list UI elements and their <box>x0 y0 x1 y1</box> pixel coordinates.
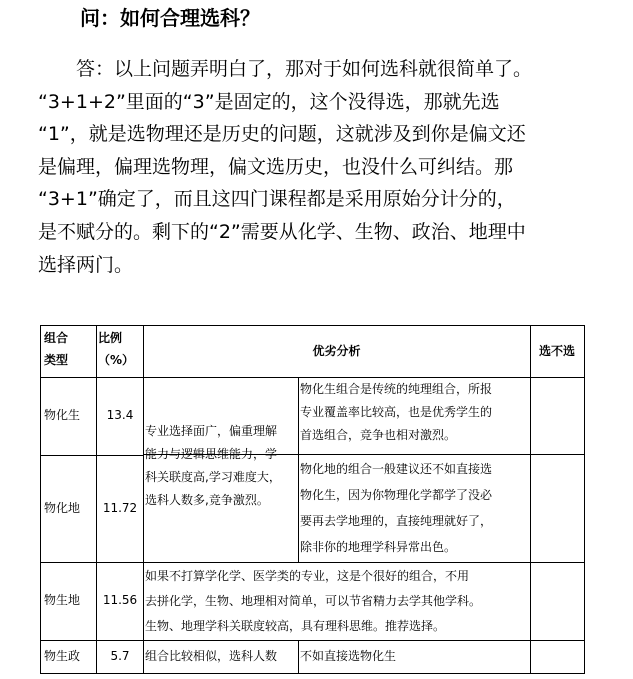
paragraph-line: “3+1”确定了，而且这四门课程都是采用原始分计分的， <box>38 188 516 211</box>
paragraph-line: “3+1+2”里面的“3”是固定的，这个没得选，那就先选 <box>38 90 500 113</box>
paragraph-line: 答：以上问题弄明白了，那对于如何选科就很简单了。 <box>76 58 533 80</box>
ratio-cell: 5.7 <box>110 649 130 663</box>
answer-paragraph <box>38 53 598 281</box>
analysis-note-cell: 组合比较相似，选科人数 <box>145 649 278 663</box>
analysis-note-cell: 物化地的组合一般建议还不如直接选 物化生，因为你物理化学都学了没必 要再去学地理的，直接纯理就好了， 除非你的地理学科异常出色。 <box>300 462 493 554</box>
ratio-cell: 11.56 <box>102 593 138 607</box>
ratio-cell: 13.4 <box>106 408 134 422</box>
header-ratio: 比例 （%） <box>98 331 135 367</box>
analysis-note-cell: 不如直接选物化生 <box>300 649 397 663</box>
combo-cell: 物生政 <box>44 649 81 663</box>
paragraph-line: 是不赋分的。剩下的“2”需要从化学、生物、政治、地理中 <box>38 220 526 243</box>
header-choose: 选不选 <box>538 344 575 358</box>
analysis-note-cell: 如果不打算学化学、医学类的专业，这是个很好的组合，不用 去拼化学，生物、地理相对简单，可以节省精力去学其他学科。 生物、地理学科关联度较高，具有理科思维。推荐选择。 <box>145 569 482 633</box>
header-combo-type: 组合 类型 <box>44 331 69 367</box>
paragraph-line: “1”，就是选物理还是历史的问题，这就涉及到你是偏文还 <box>38 123 526 146</box>
analysis-note-cell: 物化生组合是传统的纯理组合，所报 专业覆盖率比较高，也是优秀学生的 首选组合，竞争也相对激烈。 <box>300 382 493 442</box>
ratio-cell: 11.72 <box>102 501 138 515</box>
combo-cell: 物生地 <box>44 593 81 607</box>
paragraph-line: 选择两门。 <box>38 253 134 276</box>
combo-cell: 物化生 <box>44 408 81 422</box>
header-analysis: 优劣分析 <box>312 344 361 358</box>
paragraph-line: 是偏理，偏理选物理，偏文选历史，也没什么可纠结。那 <box>38 155 514 178</box>
question-heading: 问：如何合理选科？ <box>80 6 260 30</box>
combo-cell: 物化地 <box>44 501 81 515</box>
subject-combo-table <box>40 325 585 674</box>
shared-analysis-note: 专业选择面广，偏重理解 能力与逻辑思维能力，学 科关联度高,学习难度大， 选科人数多,竞争激烈。 <box>145 424 281 507</box>
